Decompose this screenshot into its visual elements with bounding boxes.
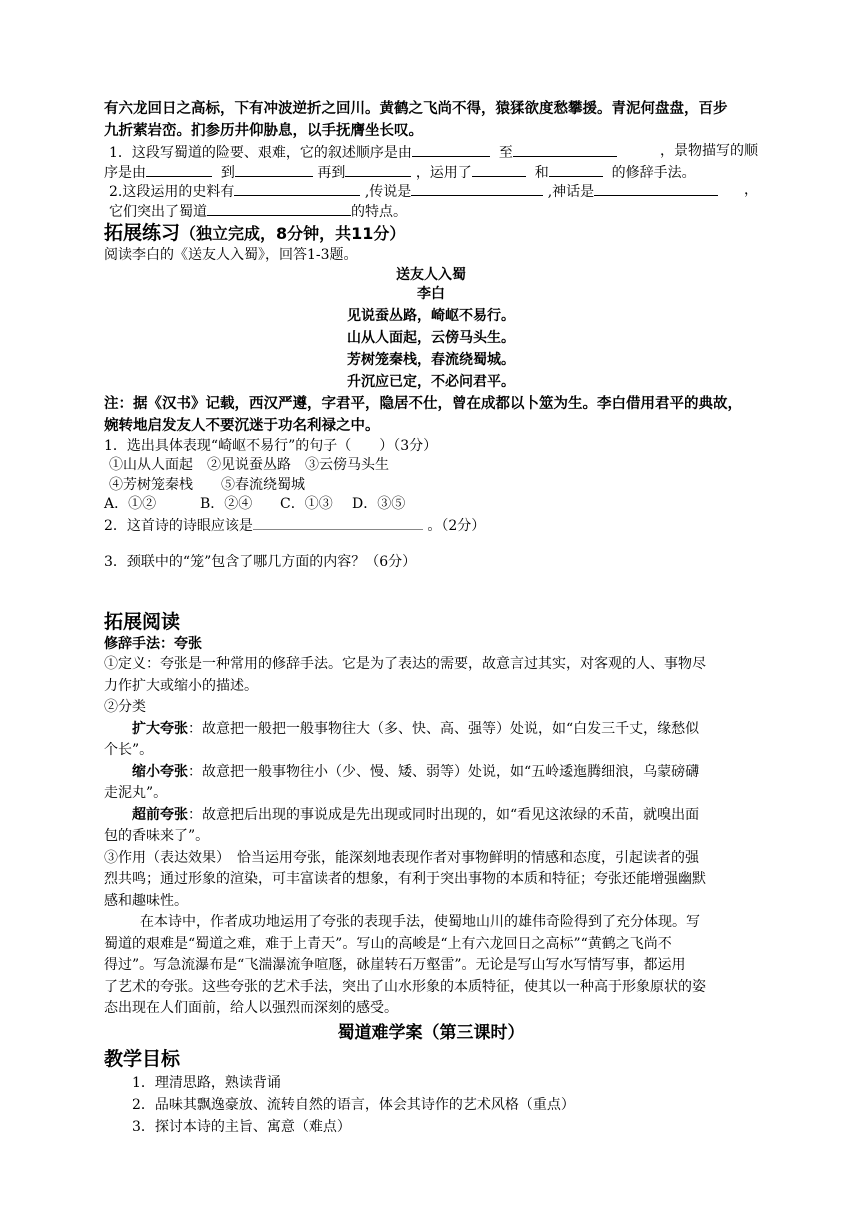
practice-question-1-options: [104, 495, 758, 515]
practice-question-3: 3．颈联中的“笼”包含了哪几方面的内容？（6分）: [104, 554, 417, 570]
goal-item-2: 2．品味其飘逸豪放、流转自然的语言，体会其诗作的艺术风格（重点）: [132, 1096, 575, 1113]
category-enlarge-line-1: 扩大夸张：故意把一般把一般事物往大（多、快、高、强等）处说，如“白发三千丈，缘愁似: [132, 720, 700, 737]
practice-heading: 拓展练习（独立完成，8分钟，共11分）: [104, 222, 406, 244]
analysis-line-5: 态出现在人们面前，给人以强烈而深刻的感受。: [104, 1000, 398, 1016]
definition-line-2: 力作扩大或缩小的描述。: [104, 677, 258, 694]
practice-question-2: 2．这首诗的诗眼应该是 。（2分）: [104, 515, 758, 535]
poem-line-1: 见说蚕丛路，崎岖不易行。: [347, 307, 515, 324]
reading-heading: 拓展阅读: [104, 610, 181, 633]
practice-question-1-choices-b: ④芳树笼秦栈 ⑤春流绕蜀城: [109, 476, 305, 493]
goal-item-3: 3．探讨本诗的主旨、寓意（难点）: [132, 1118, 351, 1135]
analysis-line-4: 了艺术的夸张。这些夸张的艺术手法，突出了山水形象的本质特征，使其以一种高于形象原状的姿: [104, 978, 706, 995]
poem-line-2: 山从人面起，云傍马头生。: [347, 329, 515, 346]
option-d[interactable]: D．③⑤: [352, 496, 406, 512]
lesson-title: 蜀道难学案（第三课时）: [337, 1022, 525, 1043]
passage-line-1: 有六龙回日之高标，下有冲波逆折之回川。黄鹤之飞尚不得，猿猱欲度愁攀援。青泥何盘盘，百步: [104, 100, 728, 117]
poem-note-line-2: 婉转地启发友人不要沉迷于功名利禄之中。: [104, 416, 380, 434]
analysis-line-2: 蜀道的艰难是“蜀道之难，难于上青天”。写山的高峻是“上有六龙回日之高标”“黄鹤之飞尚不: [104, 935, 672, 952]
answer-blank[interactable]: [234, 181, 360, 196]
option-b[interactable]: B．②④: [200, 496, 253, 512]
category-label: ②分类: [104, 699, 146, 715]
question-1-line-1: 1．这段写蜀道的险要、艰难，它的叙述顺序是由 至 ，景物描写的顺: [109, 143, 758, 161]
practice-intro: 阅读李白的《送友人入蜀》，回答1-3题。: [104, 247, 358, 263]
option-c[interactable]: C．①③: [280, 496, 333, 512]
effect-line-1: ③作用（表达效果） 恰当运用夸张，能深刻地表现作者对事物鲜明的情感和态度，引起读者的强: [104, 849, 699, 866]
category-advance-line-1: 超前夸张：故意把后出现的事说成是先出现或同时出现的，如“看见这浓绿的禾苗，就嗅出面: [132, 806, 700, 823]
answer-blank[interactable]: [411, 181, 543, 196]
poem-line-4: 升沉应已定，不必问君平。: [347, 373, 515, 390]
answer-blank[interactable]: [594, 181, 718, 196]
option-a[interactable]: A．①②: [104, 496, 157, 512]
answer-blank[interactable]: [207, 201, 351, 216]
effect-line-2: 烈共鸣；通过形象的渲染，可丰富读者的想象，有利于突出事物的本质和特征；夸张还能增强幽默: [104, 871, 706, 887]
answer-blank[interactable]: [549, 162, 603, 177]
goal-item-1: 1．理清思路，熟读背诵: [132, 1074, 281, 1091]
question-2-line-1: 2.这段运用的史料有 ,传说是 ,神话是 ，: [109, 182, 758, 200]
answer-blank[interactable]: [345, 162, 411, 177]
definition-line-1: ①定义：夸张是一种常用的修辞手法。它是为了表达的需要，故意言过其实，对客观的人、事物尽: [104, 656, 706, 672]
answer-blank[interactable]: [253, 515, 423, 530]
poem-title: 送友人入蜀: [396, 266, 466, 283]
question-2-line-2: 它们突出了蜀道 的特点。: [104, 201, 758, 221]
category-advance-line-2: 包的香味来了”。: [104, 828, 210, 844]
poem-line-3: 芳树笼秦栈，春流绕蜀城。: [347, 351, 515, 368]
answer-blank[interactable]: [412, 142, 490, 157]
analysis-line-3: 得过”。写急流瀑布是“飞湍瀑流争喧豗，砯崖转石万壑雷”。无论是写山写水写情写事，都运用: [104, 957, 686, 973]
answer-blank[interactable]: [146, 162, 212, 177]
analysis-line-1: 在本诗中，作者成功地运用了夸张的表现手法，使蜀地山川的雄伟奇险得到了充分体现。写: [140, 914, 700, 930]
effect-line-3: 感和趣味性。: [104, 892, 188, 909]
answer-blank[interactable]: [472, 162, 526, 177]
category-shrink-line-1: 缩小夸张：故意把一般事物往小（少、慢、矮、弱等）处说，如“五岭逶迤腾细浪，乌蒙磅礴: [132, 763, 700, 780]
reading-subheading: 修辞手法：夸张: [104, 635, 202, 652]
practice-question-1-choices-a: ①山从人面起 ②见说蚕丛路 ③云傍马头生: [109, 457, 389, 473]
poem-author: 李白: [417, 286, 445, 302]
answer-blank[interactable]: [235, 162, 313, 177]
poem-note-line-1: 注：据《汉书》记载，西汉严遵，字君平，隐居不仕，曾在成都以卜筮为生。李白借用君平的典故，: [104, 394, 742, 412]
goals-heading: 教学目标: [104, 1047, 181, 1070]
category-enlarge-line-2: 个长”。: [104, 742, 154, 758]
practice-question-1: 1．选出具体表现“崎岖不易行”的句子（ ）（3分）: [104, 437, 438, 454]
passage-line-2: 九折萦岩峦。扪参历井仰胁息，以手抚膺坐长叹。: [104, 122, 423, 139]
category-shrink-line-2: 走泥丸”。: [104, 785, 168, 801]
answer-blank[interactable]: [513, 142, 617, 157]
question-1-line-2: 序是由 到 再到 ，运用了 和 的修辞手法。: [104, 162, 758, 182]
reading-body: [104, 654, 758, 1020]
